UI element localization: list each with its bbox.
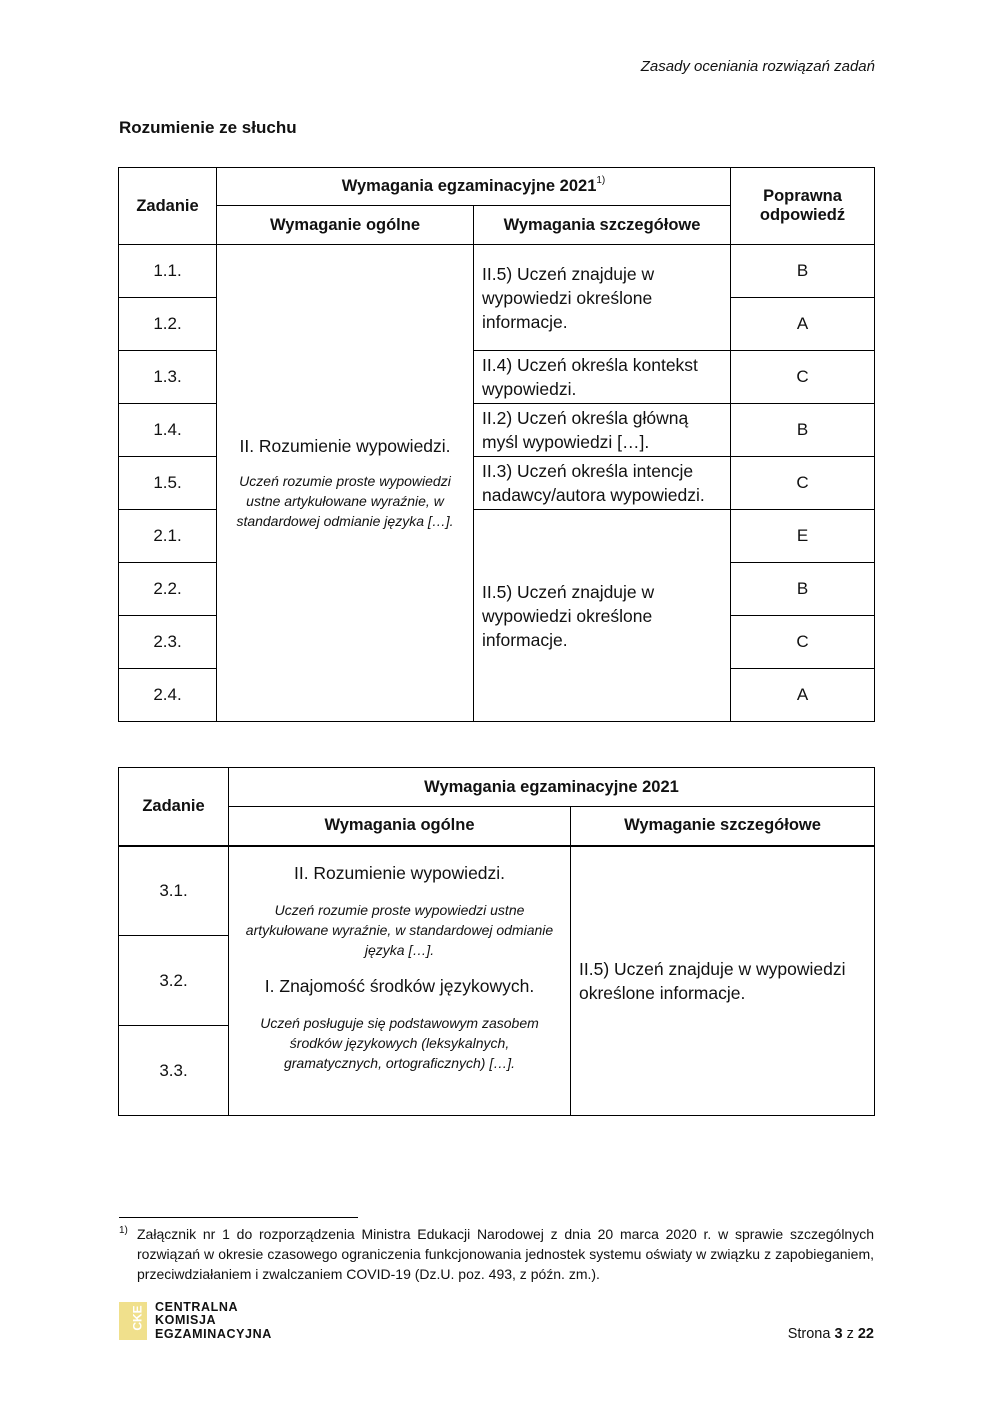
detailed-requirement: II.5) Uczeń znajduje w wypowiedzi określone informacje. bbox=[474, 245, 731, 351]
section-title: Rozumienie ze słuchu bbox=[119, 118, 297, 137]
answer-cell: B bbox=[731, 404, 875, 457]
general-requirement-desc: Uczeń posługuje się podstawowym zasobem środków językowych (leksykalnych, gramatycznych, ortograficznych) […]. bbox=[260, 1014, 539, 1071]
answer-cell: B bbox=[731, 563, 875, 616]
logo-badge: CKE bbox=[119, 1302, 147, 1340]
general-requirement-cell bbox=[229, 846, 571, 1116]
requirements-table-1 bbox=[118, 167, 875, 722]
footnote-ref: 1) bbox=[596, 175, 606, 186]
header-general: Wymagania ogólne bbox=[229, 807, 571, 846]
task-cell: 2.2. bbox=[119, 563, 217, 616]
general-requirement-cell bbox=[217, 245, 474, 722]
answer-cell: C bbox=[731, 616, 875, 669]
detailed-requirement: II.2) Uczeń określa główną myśl wypowiedzi […]. bbox=[474, 404, 731, 457]
page-number: Strona 3 z 22 bbox=[787, 1326, 874, 1342]
answer-cell: A bbox=[731, 298, 875, 351]
task-cell: 3.1. bbox=[119, 846, 229, 936]
task-cell: 1.1. bbox=[119, 245, 217, 298]
detailed-requirement: II.5) Uczeń znajduje w wypowiedzi określone informacje. bbox=[571, 846, 875, 1116]
cke-logo bbox=[119, 1300, 272, 1342]
task-cell: 1.5. bbox=[119, 457, 217, 510]
detailed-requirement: II.5) Uczeń znajduje w wypowiedzi określone informacje. bbox=[474, 510, 731, 722]
requirements-table-2 bbox=[118, 767, 875, 1116]
footnote-mark: 1) bbox=[119, 1225, 128, 1236]
footnote-divider bbox=[119, 1217, 358, 1218]
answer-cell: B bbox=[731, 245, 875, 298]
detailed-requirement: II.3) Uczeń określa intencje nadawcy/autora wypowiedzi. bbox=[474, 457, 731, 510]
task-cell: 2.3. bbox=[119, 616, 217, 669]
header-requirements: Wymagania egzaminacyjne 2021 bbox=[229, 768, 875, 807]
task-cell: 2.4. bbox=[119, 669, 217, 722]
header-task: Zadanie bbox=[119, 168, 217, 245]
general-requirement-title: I. Znajomość środków językowych. bbox=[264, 975, 535, 996]
page-header: Zasady oceniania rozwiązań zadań bbox=[640, 58, 875, 75]
task-cell: 1.4. bbox=[119, 404, 217, 457]
header-answer: Poprawna odpowiedź bbox=[731, 168, 875, 245]
task-cell: 3.2. bbox=[119, 936, 229, 1026]
header-general: Wymaganie ogólne bbox=[217, 206, 474, 245]
general-requirement-title: II. Rozumienie wypowiedzi. bbox=[293, 862, 506, 883]
header-task: Zadanie bbox=[119, 768, 229, 846]
task-cell: 1.2. bbox=[119, 298, 217, 351]
header-requirements: Wymagania egzaminacyjne 2021$^{1)}$ bbox=[217, 168, 731, 206]
answer-cell: C bbox=[731, 351, 875, 404]
answer-cell: C bbox=[731, 457, 875, 510]
header-detailed: Wymagania szczegółowe bbox=[474, 206, 731, 245]
header-detailed: Wymaganie szczegółowe bbox=[571, 807, 875, 846]
logo-text: CENTRALNA KOMISJA EGZAMINACYJNA bbox=[155, 1299, 272, 1341]
footnote-text: Załącznik nr 1 do rozporządzenia Ministra Edukacji Narodowej z dnia 20 marca 2020 r. w sprawie szczególnych rozwiązań w okresie czasowego ograniczenia funkcjonowania jednostek systemu oświaty w związku z zapobieganiem, przeciwdziałaniem i zwalczaniem COVID-19 (Dz.U. poz. 493, z późn. zm.). bbox=[137, 1226, 874, 1282]
footnote bbox=[119, 1224, 874, 1284]
answer-cell: E bbox=[731, 510, 875, 563]
task-cell: 3.3. bbox=[119, 1026, 229, 1116]
general-requirement-desc: Uczeń rozumie proste wypowiedzi ustne artykułowane wyraźnie, w standardowej odmianie języka […]. bbox=[236, 472, 454, 529]
task-cell: 2.1. bbox=[119, 510, 217, 563]
detailed-requirement: II.4) Uczeń określa kontekst wypowiedzi. bbox=[474, 351, 731, 404]
general-requirement-title: II. Rozumienie wypowiedzi. bbox=[239, 435, 451, 456]
answer-cell: A bbox=[731, 669, 875, 722]
task-cell: 1.3. bbox=[119, 351, 217, 404]
general-requirement-desc: Uczeń rozumie proste wypowiedzi ustne artykułowane wyraźnie, w standardowej odmianie języka […]. bbox=[245, 901, 554, 958]
